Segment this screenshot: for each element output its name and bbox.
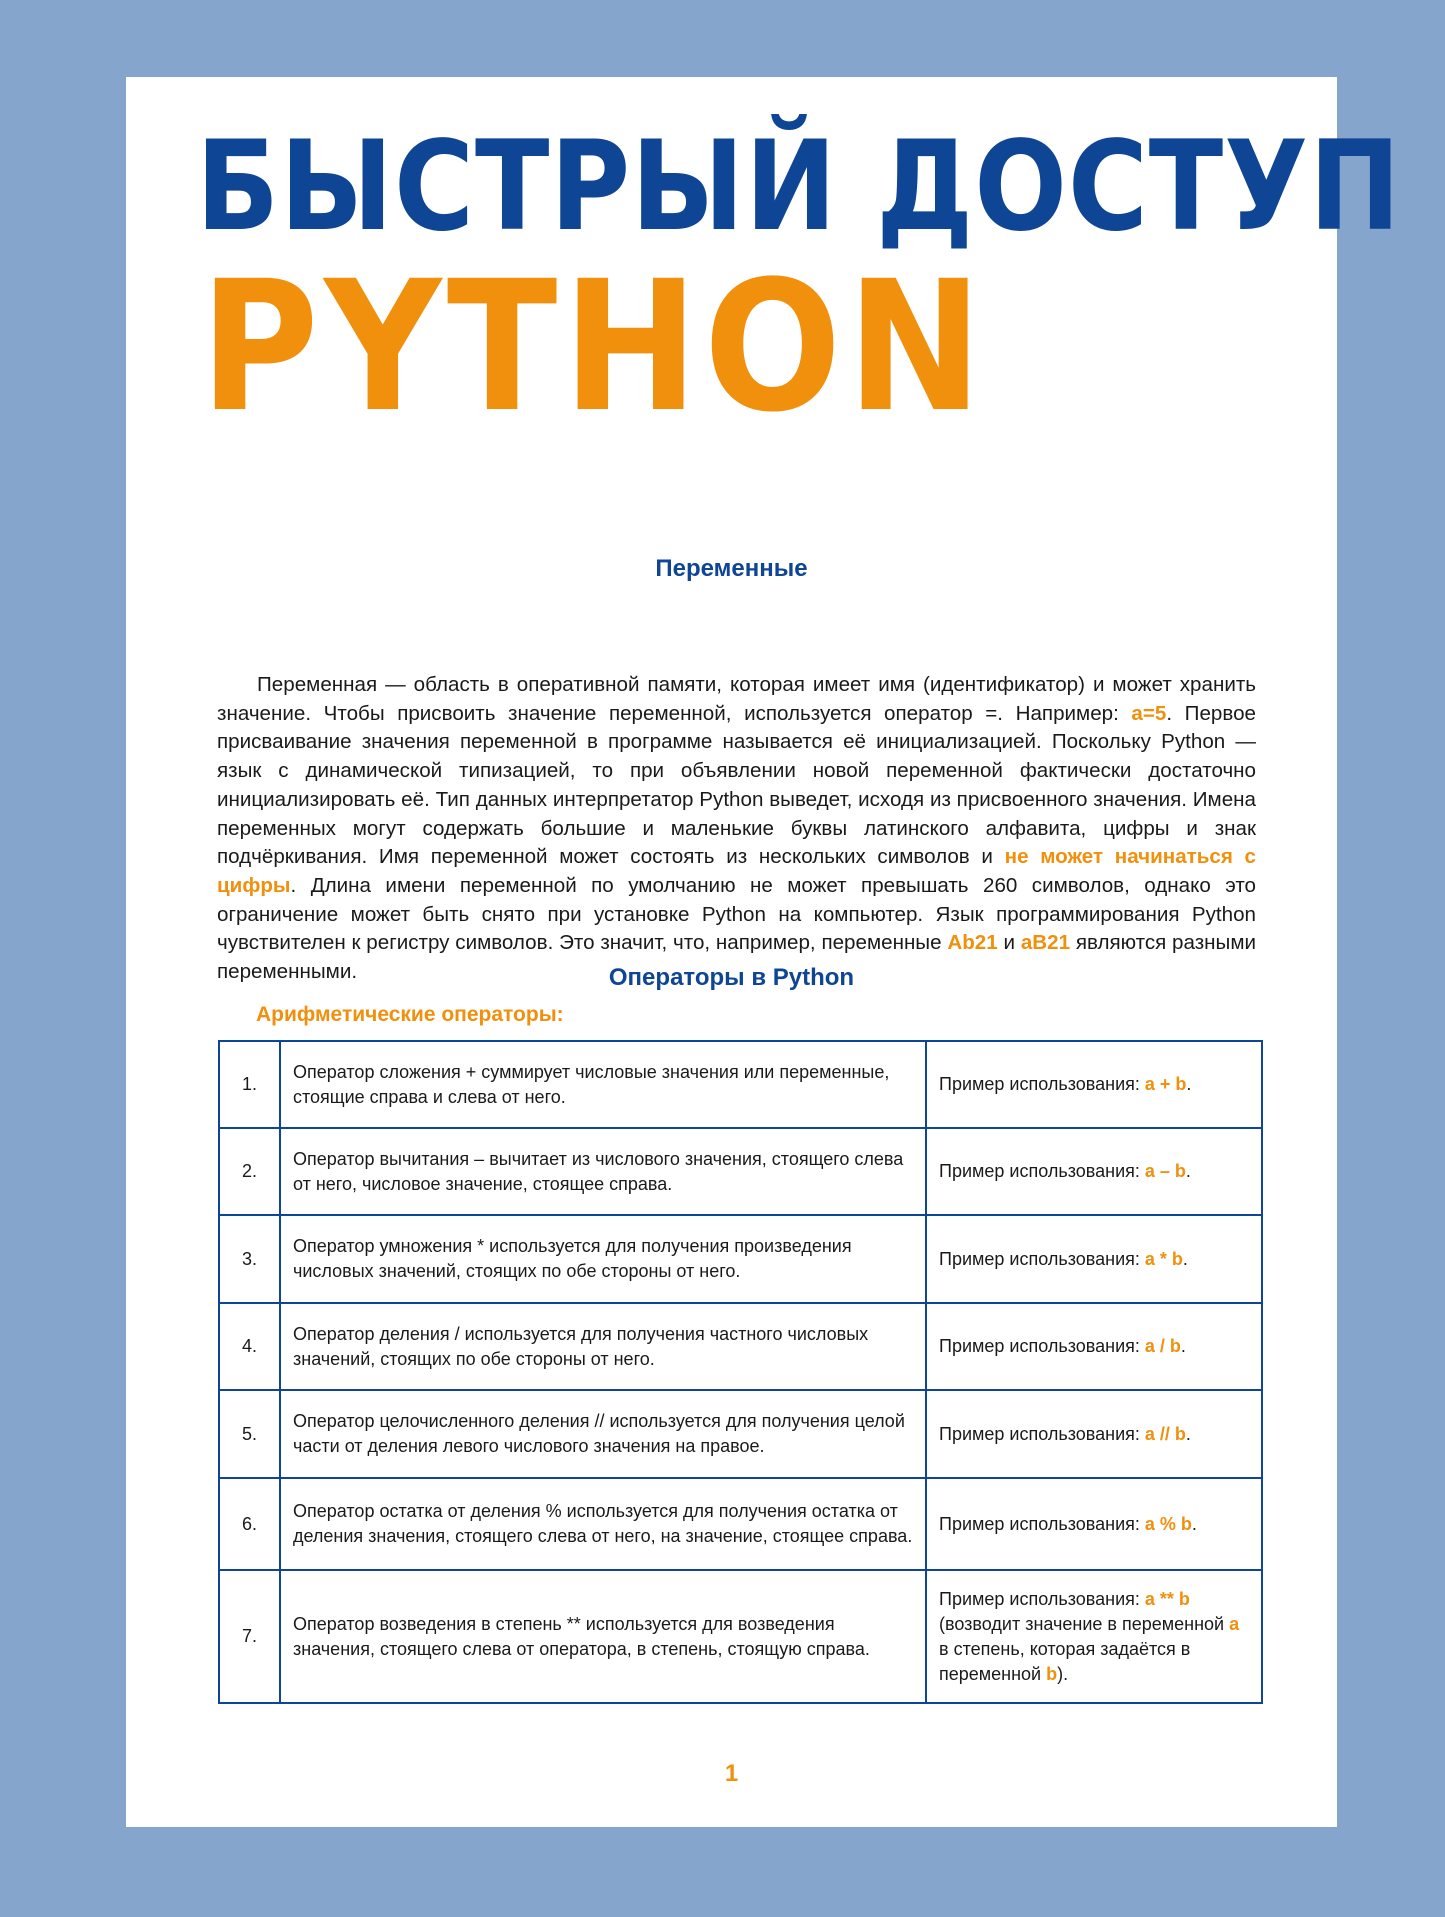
operator-description: Оператор вычитания – вычитает из числового значения, стоящего слева от него, числовое значение, стоящее справа. (280, 1128, 926, 1215)
paragraph-text: и (997, 931, 1021, 955)
example-code: a / b (1144, 1336, 1181, 1356)
variables-paragraph (217, 671, 1256, 987)
paragraph-text: . Первое присваивание значения переменной в программе называется её инициализацией. Поскольку Python — язык с динамической типизацией, то при объявлении новой переменной фактически достаточно инициализировать её. Тип данных интерпретатор Python выведет, исходя из присвоенного значения. Имена переменных могут содержать большие и маленькие буквы латинского алфавита, цифры и знак подчёркивания. Имя переменной может состоять из нескольких символов и (217, 701, 1256, 869)
paragraph-text: Переменная — область в оперативной памяти, которая имеет имя (идентификатор) и может хранить значение. Чтобы присвоить значение переменной, используется оператор =. Например: (217, 673, 1256, 725)
table-row (219, 1303, 1262, 1390)
example-label: Пример использования: (939, 1248, 1145, 1269)
row-number: 7. (219, 1570, 280, 1703)
operators-table (218, 1040, 1263, 1704)
row-number: 5. (219, 1390, 280, 1478)
operators-heading: Операторы в Python (608, 964, 855, 991)
row-number: 6. (219, 1478, 280, 1570)
example-note: (возводит значение в переменной (939, 1613, 1230, 1634)
table-row (219, 1041, 1262, 1128)
example-label: Пример использования: (939, 1336, 1145, 1356)
example-var-a: a (1229, 1613, 1240, 1634)
operator-example (926, 1570, 1262, 1703)
operator-description: Оператор целочисленного деления // используется для получения целой части от деления левого числового значения на правое. (280, 1390, 926, 1478)
table-row (219, 1570, 1262, 1703)
operator-example (926, 1215, 1262, 1303)
example-label: Пример использования: (939, 1074, 1145, 1094)
example-var-b: b (1046, 1663, 1058, 1684)
paragraph-text: являются разными переменными. (217, 931, 1257, 984)
example-end: . (1185, 1161, 1191, 1181)
example-end: . (1182, 1248, 1188, 1269)
book-page (126, 77, 1402, 1827)
row-number: 2. (219, 1128, 280, 1215)
operator-description: Оператор деления / используется для получения частного числовых значений, стоящих по обе стороны от него. (280, 1303, 926, 1390)
example-code: a – b (1144, 1161, 1186, 1181)
example-label: Пример использования: (939, 1588, 1145, 1609)
operator-description: Оператор возведения в степень ** используется для возведения значения, стоящего слева от оператора, в степень, стоящую справа. (280, 1570, 926, 1703)
operator-example (926, 1128, 1262, 1215)
row-number: 3. (219, 1215, 280, 1303)
variable-example-1: Ab21 (947, 931, 998, 955)
example-label: Пример использования: (939, 1513, 1145, 1534)
naming-rule: не может начинаться с цифры (217, 845, 1256, 897)
table-row (219, 1128, 1262, 1215)
table-row (219, 1478, 1262, 1570)
page-number: 1 (724, 1760, 739, 1787)
example-code: a % b (1144, 1513, 1192, 1534)
example-note: ). (1057, 1663, 1069, 1684)
operator-description: Оператор умножения * используется для получения произведения числовых значений, стоящих по обе стороны от него. (280, 1215, 926, 1303)
paragraph-text: . Длина имени переменной по умолчанию не может превышать 260 символов, однако это ограничение может быть снято при установке Python на компьютер. Язык программирования Python чувствителен к регистру символов. Это значит, что, например, переменные (217, 873, 1256, 955)
example-code: a + b (1144, 1074, 1187, 1094)
operator-description: Оператор сложения + суммирует числовые значения или переменные, стоящие справа и слева от него. (280, 1041, 926, 1128)
arithmetic-subheading: Арифметические операторы: (256, 1003, 564, 1026)
variable-example-2: aB21 (1020, 931, 1071, 955)
row-number: 1. (219, 1041, 280, 1128)
variables-heading: Переменные (655, 555, 808, 582)
operator-example (926, 1478, 1262, 1570)
example-end: . (1186, 1074, 1192, 1094)
example-end: . (1185, 1423, 1191, 1444)
title-line-2: PYTHON (200, 243, 988, 452)
example-label: Пример использования: (939, 1423, 1145, 1444)
example-assignment: a=5 (1131, 701, 1167, 725)
example-code: a ** b (1144, 1588, 1190, 1609)
example-end: . (1191, 1513, 1197, 1534)
operator-example (926, 1390, 1262, 1478)
operator-example (926, 1303, 1262, 1390)
table-row (219, 1215, 1262, 1303)
operator-description: Оператор остатка от деления % используется для получения остатка от деления значения, стоящего слева от него, на значение, стоящее справа. (280, 1478, 926, 1570)
example-note: в степень, которая задаётся в переменной (939, 1638, 1191, 1684)
row-number: 4. (219, 1303, 280, 1390)
table-row (219, 1390, 1262, 1478)
operator-example (926, 1041, 1262, 1128)
example-label: Пример использования: (939, 1161, 1145, 1181)
example-code: a * b (1144, 1248, 1183, 1269)
example-code: a // b (1144, 1423, 1186, 1444)
example-end: . (1180, 1336, 1186, 1356)
title-line-1: БЫСТРЫЙ ДОСТУП (196, 115, 1402, 259)
